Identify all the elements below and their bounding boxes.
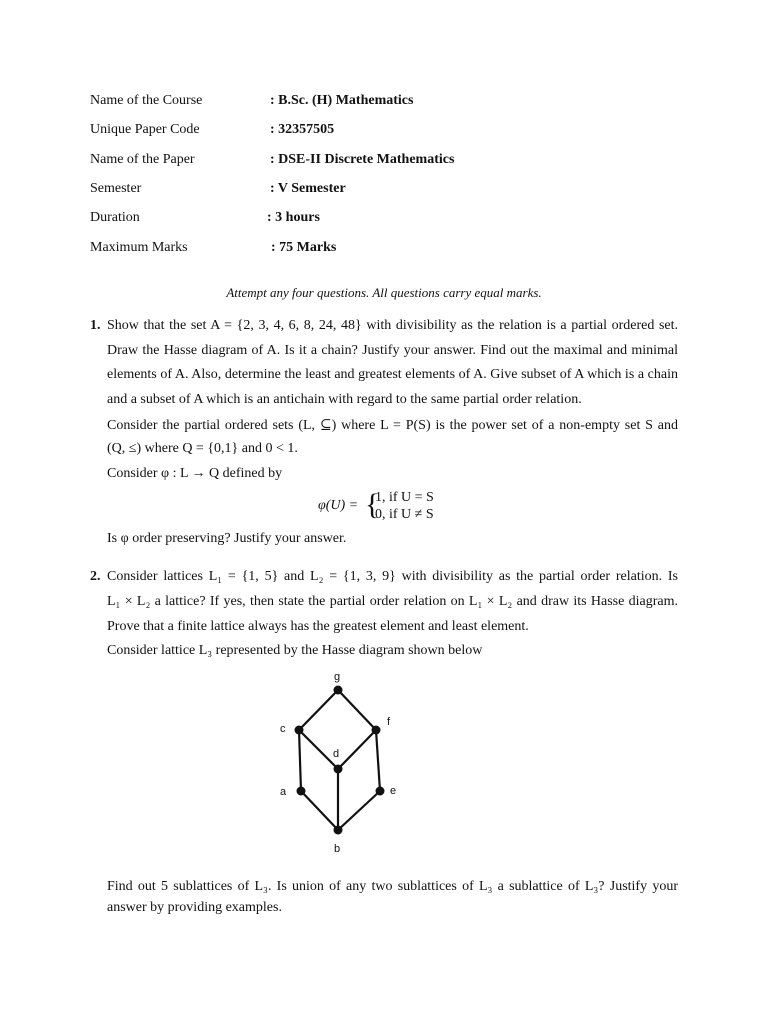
q1-line: Draw the Hasse diagram of A. Is it a chain? Justify your answer. Find out the maximal and minimal	[107, 343, 678, 358]
node-d	[334, 765, 343, 774]
max-marks-label: Maximum Marks	[90, 240, 188, 255]
q2-line: Consider lattice L₃ represented by the Hasse diagram shown below	[107, 643, 483, 658]
node-label-d: d	[333, 748, 340, 760]
edge-g-c	[299, 690, 338, 730]
course-value: : B.Sc. (H) Mathematics	[270, 93, 414, 108]
q1-line: Consider φ : L → Q defined by	[107, 466, 283, 481]
q1-line: Consider the partial ordered sets (L, ⊆) where L = P(S) is the power set of a non-empty set S and	[107, 418, 678, 433]
edge-a-b	[301, 791, 338, 830]
node-e	[376, 787, 385, 796]
question-number: 2.	[90, 569, 101, 584]
node-c	[295, 726, 304, 735]
edge-f-e	[376, 730, 380, 791]
hasse-diagram	[270, 668, 410, 858]
formula-lhs: φ(U) =	[318, 498, 359, 513]
paper-code-value: : 32357505	[270, 122, 335, 137]
q2-line: L₁ × L₂ a lattice? If yes, then state the partial order relation on L₁ × L₂ and draw its Hasse diagram.	[107, 594, 678, 609]
edge-g-f	[338, 690, 376, 730]
node-a	[297, 787, 306, 796]
node-g	[334, 686, 343, 695]
node-f	[372, 726, 381, 735]
duration-value: : 3 hours	[267, 210, 320, 225]
semester-label: Semester	[90, 181, 142, 196]
q1-closing: Is φ order preserving? Justify your answer.	[107, 531, 347, 546]
node-label-a: a	[280, 786, 287, 798]
paper-code-label: Unique Paper Code	[90, 122, 200, 137]
q2-line: Consider lattices L₁ = {1, 5} and L₂ = {1, 3, 9} with divisibility as the partial order relation. Is	[107, 569, 678, 584]
q2-line: Prove that a finite lattice always has the greatest element and least element.	[107, 619, 529, 634]
node-label-b: b	[334, 843, 341, 855]
hasse-nodes	[295, 686, 385, 835]
edge-f-d	[338, 730, 376, 769]
paper-name-value: : DSE-II Discrete Mathematics	[270, 152, 455, 167]
duration-label: Duration	[90, 210, 140, 225]
q2-after-line: Find out 5 sublattices of L₃. Is union of any two sublattices of L₃ a sublattice of L₃? Justify your	[107, 879, 678, 894]
node-label-e: e	[390, 785, 397, 797]
node-label-f: f	[387, 716, 391, 728]
edge-e-b	[338, 791, 380, 830]
q1-line: Show that the set A = {2, 3, 4, 6, 8, 24, 48} with divisibility as the relation is a partial ordered set.	[107, 318, 678, 333]
formula-case-2: 0, if U ≠ S	[375, 507, 434, 522]
question-number: 1.	[90, 318, 101, 333]
course-label: Name of the Course	[90, 93, 203, 108]
q1-line: and a subset of A which is an antichain with regard to the same partial order relation.	[107, 392, 582, 407]
node-b	[334, 826, 343, 835]
node-label-c: c	[280, 723, 286, 735]
paper-name-label: Name of the Paper	[90, 152, 195, 167]
q2-after-line: answer by providing examples.	[107, 900, 282, 915]
brace-icon: {	[365, 488, 380, 521]
q1-line: elements of A. Also, determine the least and greatest elements of A. Give subset of A which is a chain	[107, 367, 678, 382]
max-marks-value: : 75 Marks	[271, 240, 337, 255]
q1-line: (Q, ≤) where Q = {0,1} and 0 < 1.	[107, 441, 298, 456]
node-label-g: g	[334, 671, 341, 683]
hasse-edges	[299, 690, 380, 830]
formula-case-1: 1, if U = S	[375, 490, 434, 505]
instructions: Attempt any four questions. All questions carry equal marks.	[226, 285, 542, 300]
edge-c-a	[299, 730, 301, 791]
semester-value: : V Semester	[270, 181, 346, 196]
